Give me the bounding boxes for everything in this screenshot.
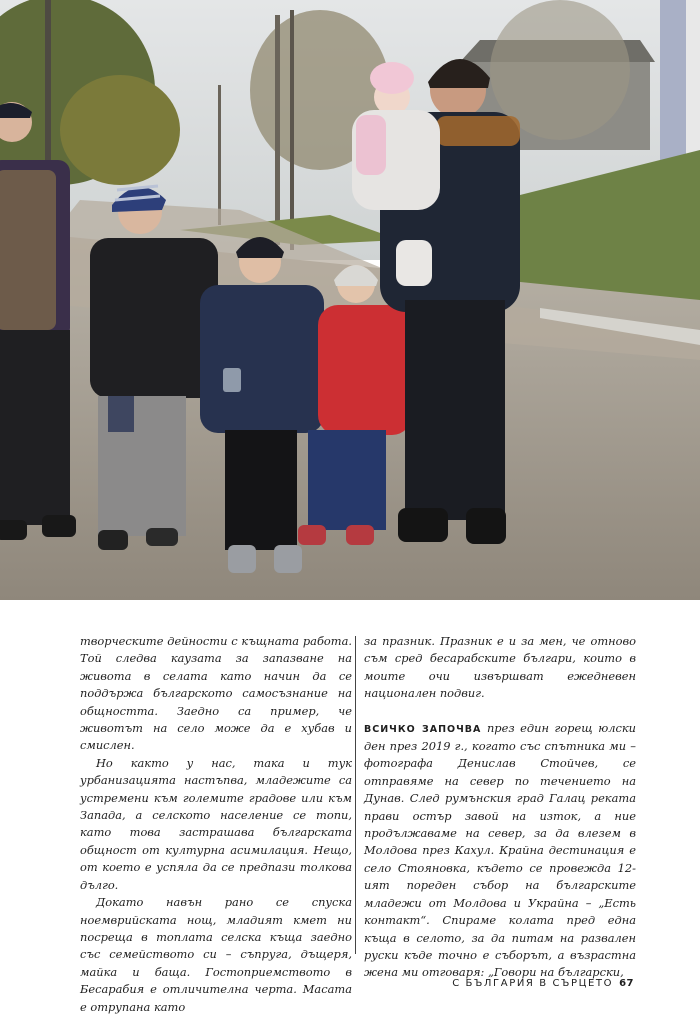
article-column-right bbox=[364, 633, 636, 982]
article-paragraph-body: през един горещ юлски ден през 2019 г., когато със спътника ми – фотографа Денислав Стойчев, се отправяме на север по течението на Дунав. След румънския град Галац реката прави остър завой на изток, а ние продължаваме на север, за да влезем в Молдова през Кахул. Крайна дестинация е село Стояновка, където се провежда 12-ият пореден събор на българските младежи от Молдова и Украйна – „Есть контакт“. Спираме колата пред една къща в селото, за да питам на развален руски къде точно е съборът, а възрастна жена ми отговаря: „Говори на български, bbox=[364, 720, 636, 980]
page-footer bbox=[452, 978, 634, 989]
magazine-section-label: С БЪЛГАРИЯ В СЪРЦЕТО bbox=[452, 978, 614, 989]
article-paragraph: Но както у нас, така и тук урбанизацията настъпва, младежите са устремени към големите градове или към Запада, а селското население се топи, като това застрашава българската общност от културна асимилация. Нещо, от което е успяла да се предпази толкова дълго. bbox=[80, 755, 352, 892]
article-paragraph: за празник. Празник е и за мен, че отново съм сред бесарабските българи, които в моите очи извършват ежедневен национален подвиг. bbox=[364, 634, 636, 701]
column-divider bbox=[355, 636, 356, 954]
page-number: 67 bbox=[619, 978, 634, 989]
article-paragraph-with-leadin bbox=[364, 720, 636, 982]
article-column-left bbox=[80, 633, 352, 1016]
article-paragraph: творческите дейности с къщната работа. Той следва каузата за запазване на живота в селата като начин да се поддържа българското самосъзнание на общността. Заедно са пример, че животът на село може да е хубав и смислен. bbox=[80, 634, 352, 753]
section-leadin: ВСИЧКО ЗАПОЧВА bbox=[364, 723, 482, 735]
article-paragraph: Докато навън рано се спуска ноемврийската нощ, младият кмет ни посреща в топлата селска къща заедно със семейството си – съпруга, дъщеря, майка и баща. Гостоприемството в Бесарабия е отличителна черта. Масата е отрупана като bbox=[80, 895, 352, 1014]
